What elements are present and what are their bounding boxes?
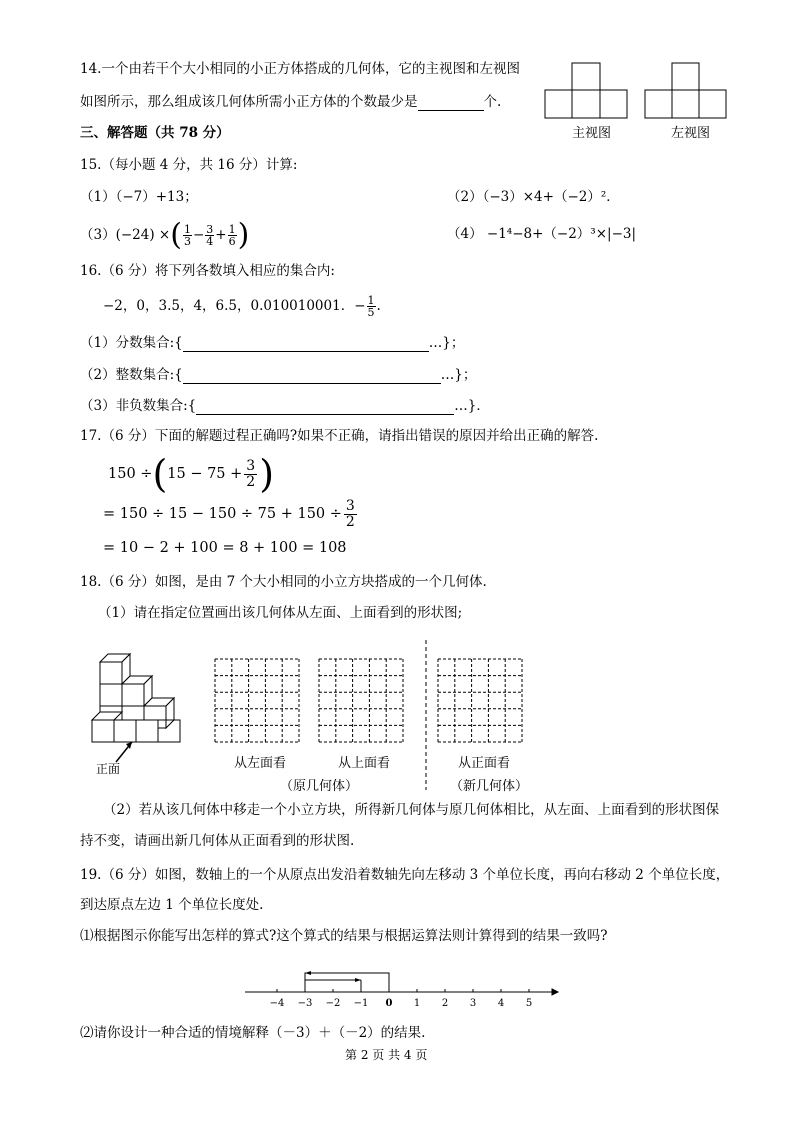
q16-set3-blank[interactable] — [196, 400, 454, 415]
q17-line2-a: = 150 ÷ 15 − 150 ÷ 75 + 150 ÷ — [103, 506, 342, 522]
q17-line1-a: 150 ÷ — [108, 466, 153, 482]
q18-head: 18.（6 分）如图，是由 7 个大小相同的小立方块搭成的一个几何体. — [80, 574, 487, 590]
q17-line1-b: 15 − 75 + — [167, 466, 243, 482]
q17-head: 17.（6 分）下面的解题过程正确吗?如果不正确，请指出错误的原因并给出正确的解答. — [80, 428, 599, 444]
number-line-tick-label: 1 — [413, 998, 421, 1009]
q16-numbers: −2，0，3.5，4，6.5，0.010010001．− $\frac{1}{5}$ . — [103, 294, 381, 319]
q16-set1 — [80, 334, 464, 352]
q16-set1-blank[interactable] — [183, 337, 429, 352]
q15-part2: （2）（−3）×4+（−2）²． — [447, 189, 620, 205]
q16-set3-end: …}． — [454, 398, 490, 414]
q15-frac1-num: 1 — [183, 223, 191, 236]
q16-set1-end: …}； — [428, 335, 465, 351]
q18-front-caption: 正面 — [96, 762, 121, 776]
number-line-tick-label: −4 — [269, 998, 285, 1009]
q15-frac3-num: 1 — [228, 223, 236, 236]
q15-part3-prefix: （3）(−24) × — [80, 227, 171, 243]
number-line-tick-label: 5 — [525, 998, 533, 1009]
q17-frac2-num: 3 — [345, 497, 355, 514]
q18-caption-original: （原几何体） — [280, 779, 359, 794]
q17-frac2-den: 2 — [345, 513, 355, 530]
q18-part2-line1: （2）若从该几何体中移走一个小立方块，所得新几何体与原几何体相比，从左面、上面看到的形状图保 — [103, 802, 720, 818]
q17-line2 — [103, 497, 359, 531]
q18-grid-new-front-view[interactable] — [437, 658, 525, 744]
q17-frac1-num: 3 — [246, 457, 256, 474]
q15-frac2-num: 3 — [206, 223, 214, 236]
page-footer: 第 2 页 共 4 页 — [345, 1048, 428, 1062]
q14-views-figure — [540, 60, 740, 122]
q18-part1: （1）请在指定位置画出该几何体从左面、上面看到的形状图; — [98, 605, 463, 621]
q16-set2-label: （2）整数集合:{ — [80, 367, 183, 383]
number-line-tick-label: −3 — [297, 998, 313, 1009]
q16-frac-den: 5 — [367, 306, 375, 319]
q14-line2-text: 如图所示，那么组成该几何体所需小正方体的个数最少是 — [80, 94, 418, 110]
q16-head: 16.（6 分）将下列各数填入相应的集合内: — [80, 263, 335, 279]
q15-part3: （3）(−24) ×( $\frac{1}{3}$ − $\frac{3}{4}$ + $\frac{1}{6}$ ) — [80, 217, 250, 253]
q16-numbers-text: −2，0，3.5，4，6.5，0.010010001．− — [103, 298, 366, 314]
q16-frac-num: 1 — [367, 294, 375, 307]
q15-frac2-den: 4 — [206, 235, 214, 248]
q16-set2 — [80, 366, 476, 384]
q14-left-view-label: 左视图 — [671, 126, 711, 141]
q14-line2 — [80, 93, 501, 111]
q17-line1: 150 ÷(15 − 75 + $\frac{3}{2}$ ) — [108, 452, 275, 496]
q18-grid-left-view[interactable] — [214, 658, 302, 744]
q19-head-line1: 19.（6 分）如图，数轴上的一个从原点出发沿着数轴先向左移动 3 个单位长度，再向右移动 2 个单位长度， — [80, 867, 730, 883]
number-line-tick-label: 2 — [441, 998, 449, 1009]
q18-cubes-figure — [86, 650, 186, 770]
number-line-tick-label: −1 — [353, 998, 369, 1009]
number-line-tick-label: −2 — [325, 998, 341, 1009]
q15-part4: （4） −1⁴−8+（−2）³×|−3| — [447, 226, 637, 242]
q17-line3: = 10 − 2 + 100 = 8 + 100 = 108 — [103, 540, 347, 556]
q18-grid-top-view[interactable] — [318, 658, 406, 744]
q16-set1-label: （1）分数集合:{ — [80, 335, 183, 351]
q19-part2: ⑵请你设计一种合适的情境解释（－3）＋（－2）的结果. — [80, 1025, 426, 1041]
q16-set2-blank[interactable] — [183, 369, 441, 384]
q18-caption-front: 从正面看 — [458, 756, 511, 771]
q17-frac1-den: 2 — [246, 473, 256, 490]
q15-head: 15.（每小题 4 分，共 16 分）计算: — [80, 157, 298, 173]
q19-head-line2: 到达原点左边 1 个单位长度处. — [80, 897, 264, 913]
number-line-tick-label: 0 — [385, 998, 393, 1009]
q18-caption-top: 从上面看 — [338, 756, 391, 771]
number-line-tick-label: 4 — [497, 998, 505, 1009]
section-title: 三、解答题（共 78 分） — [80, 125, 230, 141]
q14-answer-blank[interactable] — [418, 96, 484, 111]
q19-number-line — [240, 968, 560, 1010]
q14-line1: 14.一个由若干个大小相同的小正方体搭成的几何体，它的主视图和左视图 — [80, 61, 520, 77]
q14-front-view-label: 主视图 — [572, 126, 612, 141]
q15-frac1-den: 3 — [183, 235, 191, 248]
q16-set2-end: …}； — [440, 367, 477, 383]
q18-caption-left: 从左面看 — [234, 756, 287, 771]
q18-part2-line2: 持不变，请画出新几何体从正面看到的形状图. — [80, 833, 355, 849]
q18-caption-new: （新几何体） — [450, 779, 529, 794]
q14-line2-end: 个. — [483, 94, 502, 110]
q16-set3-label: （3）非负数集合:{ — [80, 398, 197, 414]
q18-divider — [424, 640, 428, 790]
q15-part1: （1）（−7）+13； — [80, 189, 198, 205]
q19-part1: ⑴根据图示你能写出怎样的算式?这个算式的结果与根据运算法则计算得到的结果一致吗? — [80, 928, 608, 944]
number-line-tick-label: 3 — [469, 998, 477, 1009]
q15-frac3-den: 6 — [228, 235, 236, 248]
q16-set3 — [80, 397, 490, 415]
